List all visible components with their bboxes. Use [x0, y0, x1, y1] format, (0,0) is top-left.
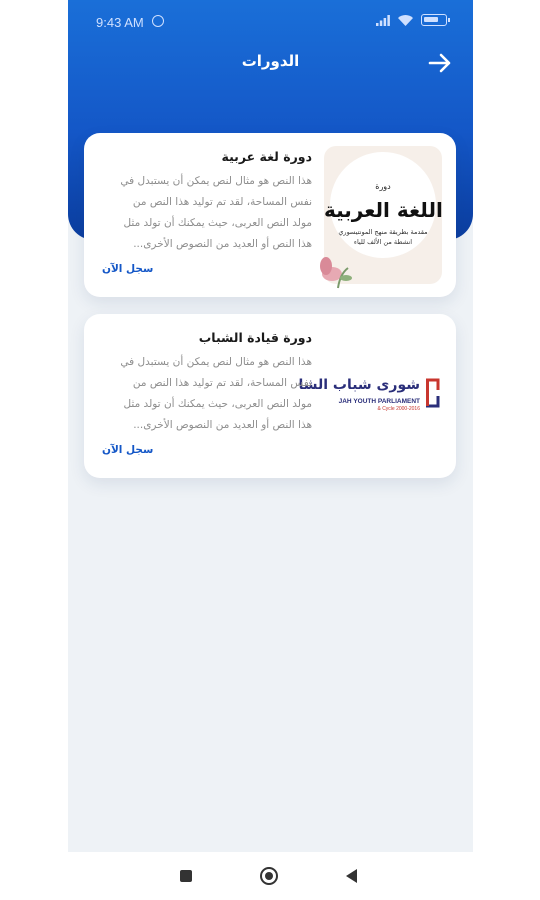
- wifi-icon: [398, 15, 413, 26]
- course-title: دورة قيادة الشباب: [198, 330, 312, 345]
- description-line: هذا النص هو مثال لنص يمكن أن يستبدل في: [120, 356, 312, 368]
- thumbnail-subtitle: JAH YOUTH PARLIAMENT: [338, 398, 420, 405]
- thumbnail-subtitle: انشطة من الألف للياء: [353, 238, 413, 246]
- flower-decoration: [318, 244, 358, 288]
- register-now-link[interactable]: سجل الآن: [102, 263, 154, 275]
- page-title: الدورات: [241, 52, 300, 70]
- battery-icon: [421, 14, 447, 26]
- course-description: [102, 352, 312, 436]
- description-line: نفس المساحة، لقد تم توليد هذا النص من: [132, 377, 312, 389]
- register-now-link[interactable]: سجل الآن: [102, 444, 154, 456]
- back-icon[interactable]: [346, 869, 357, 883]
- recent-apps-icon[interactable]: [180, 870, 192, 882]
- course-title: دورة لغة عربية: [221, 149, 312, 164]
- course-thumbnail: [324, 146, 442, 284]
- status-icons: [376, 14, 447, 26]
- thumbnail-title: شورى شباب الشا: [298, 377, 420, 393]
- status-bar: [68, 0, 473, 44]
- signal-icon: [376, 15, 390, 26]
- description-line: هذا النص أو العديد من النصوص الأخرى...: [133, 238, 312, 250]
- status-time: 9:43 AM: [96, 15, 144, 30]
- arrow-right-icon[interactable]: [426, 50, 454, 76]
- course-thumbnail: [298, 327, 442, 465]
- system-navigation-bar: [0, 852, 540, 900]
- parliament-logo-icon: [424, 378, 440, 408]
- course-card[interactable]: [84, 133, 456, 297]
- thumbnail-label: دورة: [375, 182, 391, 191]
- thumbnail-subtitle: مقدمة بطريقة منهج المونتيسوري: [338, 228, 428, 236]
- thumbnail-title: اللغة العربية: [324, 198, 443, 222]
- course-description: [102, 171, 312, 255]
- description-line: هذا النص أو العديد من النصوص الأخرى...: [133, 419, 312, 431]
- description-line: مولد النص العربى، حيث يمكنك أن تولد مثل: [123, 217, 312, 229]
- thumbnail-years: & Cycle 2000-2016: [377, 406, 420, 412]
- course-card[interactable]: [84, 314, 456, 478]
- description-line: هذا النص هو مثال لنص يمكن أن يستبدل في: [120, 175, 312, 187]
- description-line: مولد النص العربى، حيث يمكنك أن تولد مثل: [123, 398, 312, 410]
- app-screen: [68, 0, 473, 852]
- alarm-icon: [152, 15, 164, 27]
- home-icon[interactable]: [260, 867, 278, 885]
- description-line: نفس المساحة، لقد تم توليد هذا النص من: [132, 196, 312, 208]
